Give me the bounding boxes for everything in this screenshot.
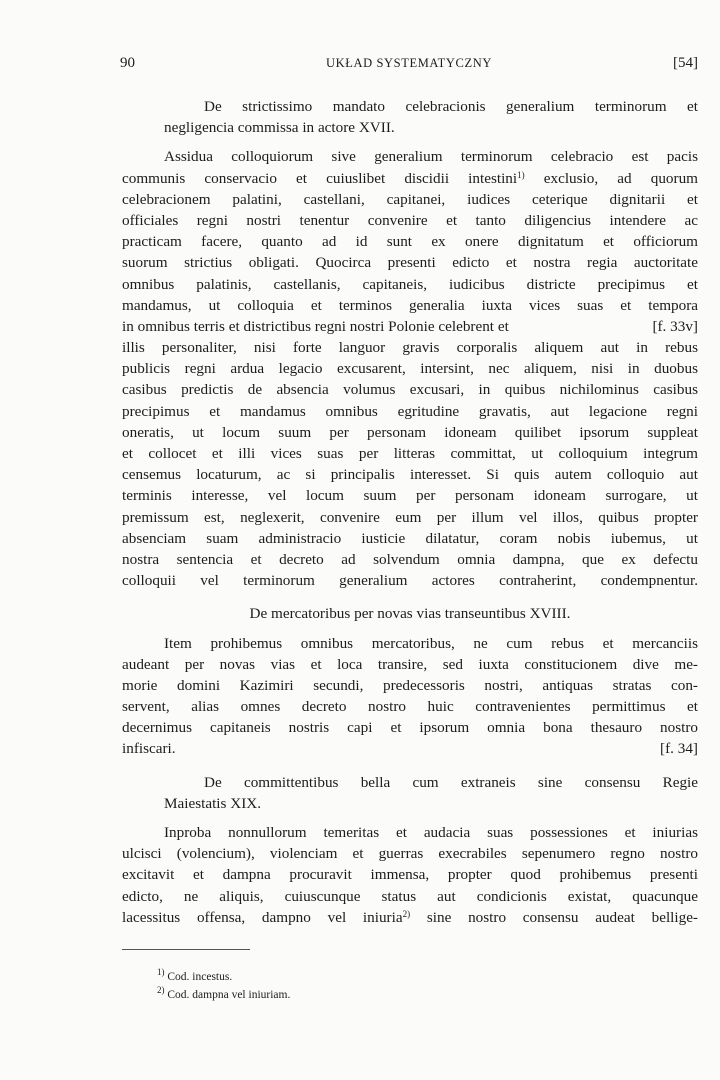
text-line: terminis interesse, vel locum suum per personam idoneam surrogare, ut (122, 487, 698, 505)
text-line: suorum strictius obligati. Quocirca presenti edicto et nostra regia auctoritate (122, 254, 698, 272)
text-line: precipimus et mandamus omnibus egritudine gravatis, aut legacione regni (122, 402, 698, 420)
text-line: practicam facere, quanto ad id sunt ex onere dignitatum et officiorum (122, 233, 698, 251)
footnote: $^{1)}$ Cod. incestus. (157, 967, 233, 983)
page-number: 90 (120, 55, 135, 71)
footnotes (157, 968, 290, 1004)
text-line: oneratis, ut locum suum per personam idoneam quilibet ipsorum suppleat (122, 423, 698, 441)
text-line: communis conservacio et cuiuslibet discidii intestini$^{1)}$ exclusio, ad quorum (122, 169, 698, 187)
text-line: omnibus palatinis, castellanis, capitaneis, iudicibus districte precipimus et (122, 275, 698, 293)
text-line: morie domini Kazimiri secundi, predecessoris nostri, antiquas stratas con- (122, 676, 698, 694)
section-heading: De committentibus bella cum extraneis sine consensu Regie (204, 773, 698, 791)
section-heading: Maiestatis XIX. (164, 794, 262, 812)
text-line: decernimus capitaneis nostris capi et ipsorum omnia bona thesauro nostro (122, 719, 698, 737)
text-line: officiales regni nostri tenentur convenire et tanto diligencius intendere ac (122, 211, 698, 229)
footnote-ref: 2) (402, 908, 411, 919)
text-line: Assidua colloquiorum sive generalium terminorum celebracio est pacis (164, 148, 698, 166)
footnote-ref: 1) (517, 169, 525, 180)
text-line: servent, alias omnes decreto nostro huic contravenientes permittimus et (122, 698, 698, 716)
folio-marker: [f. 33v] (652, 317, 698, 335)
body-text (122, 96, 698, 928)
text-line: audeant per novas vias et loca transire, sed iuxta constitucionem dive me- (122, 655, 698, 673)
text-line: mandamus, ut colloquia et terminos generalia iuxta vices suas et tempora (122, 296, 698, 314)
text-line: casibus predictis de absencia volumus excusari, in quibus nichilominus casibus (122, 381, 698, 399)
text-line: illis personaliter, nisi forte languor gravis corporalis aliquem aut in rebus (122, 339, 698, 357)
text-line: Inproba nonnullorum temeritas et audacia suas possessiones et iniurias (164, 824, 698, 841)
text-line: lacessitus offensa, dampno vel iniuria$^{2)}$ sine nostro consensu audeat bellige- (122, 908, 698, 926)
folio-marker: [f. 34] (660, 740, 698, 758)
text-line: celebracionem palatini, castellani, capitanei, iudices ceterique dignitarii et (122, 190, 698, 208)
footnote: $^{2)}$ Cod. dampna vel iniuriam. (157, 985, 291, 1001)
text-line: publicis regni ardua legacio excusarent, intersint, nec aliquem, nisi in duobus (122, 360, 698, 378)
text-line: Item prohibemus omnibus mercatoribus, ne cum rebus et mercanciis (164, 634, 698, 652)
section-heading: De mercatoribus per novas vias transeuntibus XVIII. (249, 605, 571, 623)
text-line: excitavit et dampna procuravit immensa, propter quod prohibemus presenti (122, 866, 698, 884)
text-line: edicto, ne aliquis, cuiuscunque status aut condicionis existat, quacunque (122, 887, 698, 905)
text-line: nostra sentencia et decreto ad solvendum omnia dampna, que ex defectu (122, 550, 698, 568)
text-line: infiscari. [f. 34] (122, 738, 698, 759)
text-line: in omnibus terris et districtibus regni nostri Polonie celebrent et [f. 33v] (122, 316, 698, 337)
footnote-rule (122, 949, 250, 950)
section-heading: negligencia commissa in actore XVII. (164, 119, 395, 137)
text-line: absenciam suam administracio iusticie dilatatur, coram nobis iubemus, ut (122, 529, 698, 547)
running-head (120, 55, 698, 77)
section-number: [54] (673, 55, 698, 71)
running-title: UKŁAD SYSTEMATYCZNY (326, 56, 492, 70)
section-heading: De strictissimo mandato celebracionis generalium terminorum et (204, 98, 698, 115)
text-line: premissum est, neglexerit, convenire eum per illum vel illos, quibus propter (122, 508, 698, 526)
text-line: colloquii vel terminorum generalium actores contraherint, condempnentur. (122, 572, 698, 590)
text-line: et collocet et illi vices suas per litteras committat, ut colloquium integrum (122, 445, 698, 462)
text-line: ulcisci (volencium), violenciam et guerras execrabiles sepenumero regno nostro (122, 845, 698, 863)
text-line: censemus locaturum, ac si principalis interesset. Si quis autem colloquio aut (122, 466, 698, 484)
